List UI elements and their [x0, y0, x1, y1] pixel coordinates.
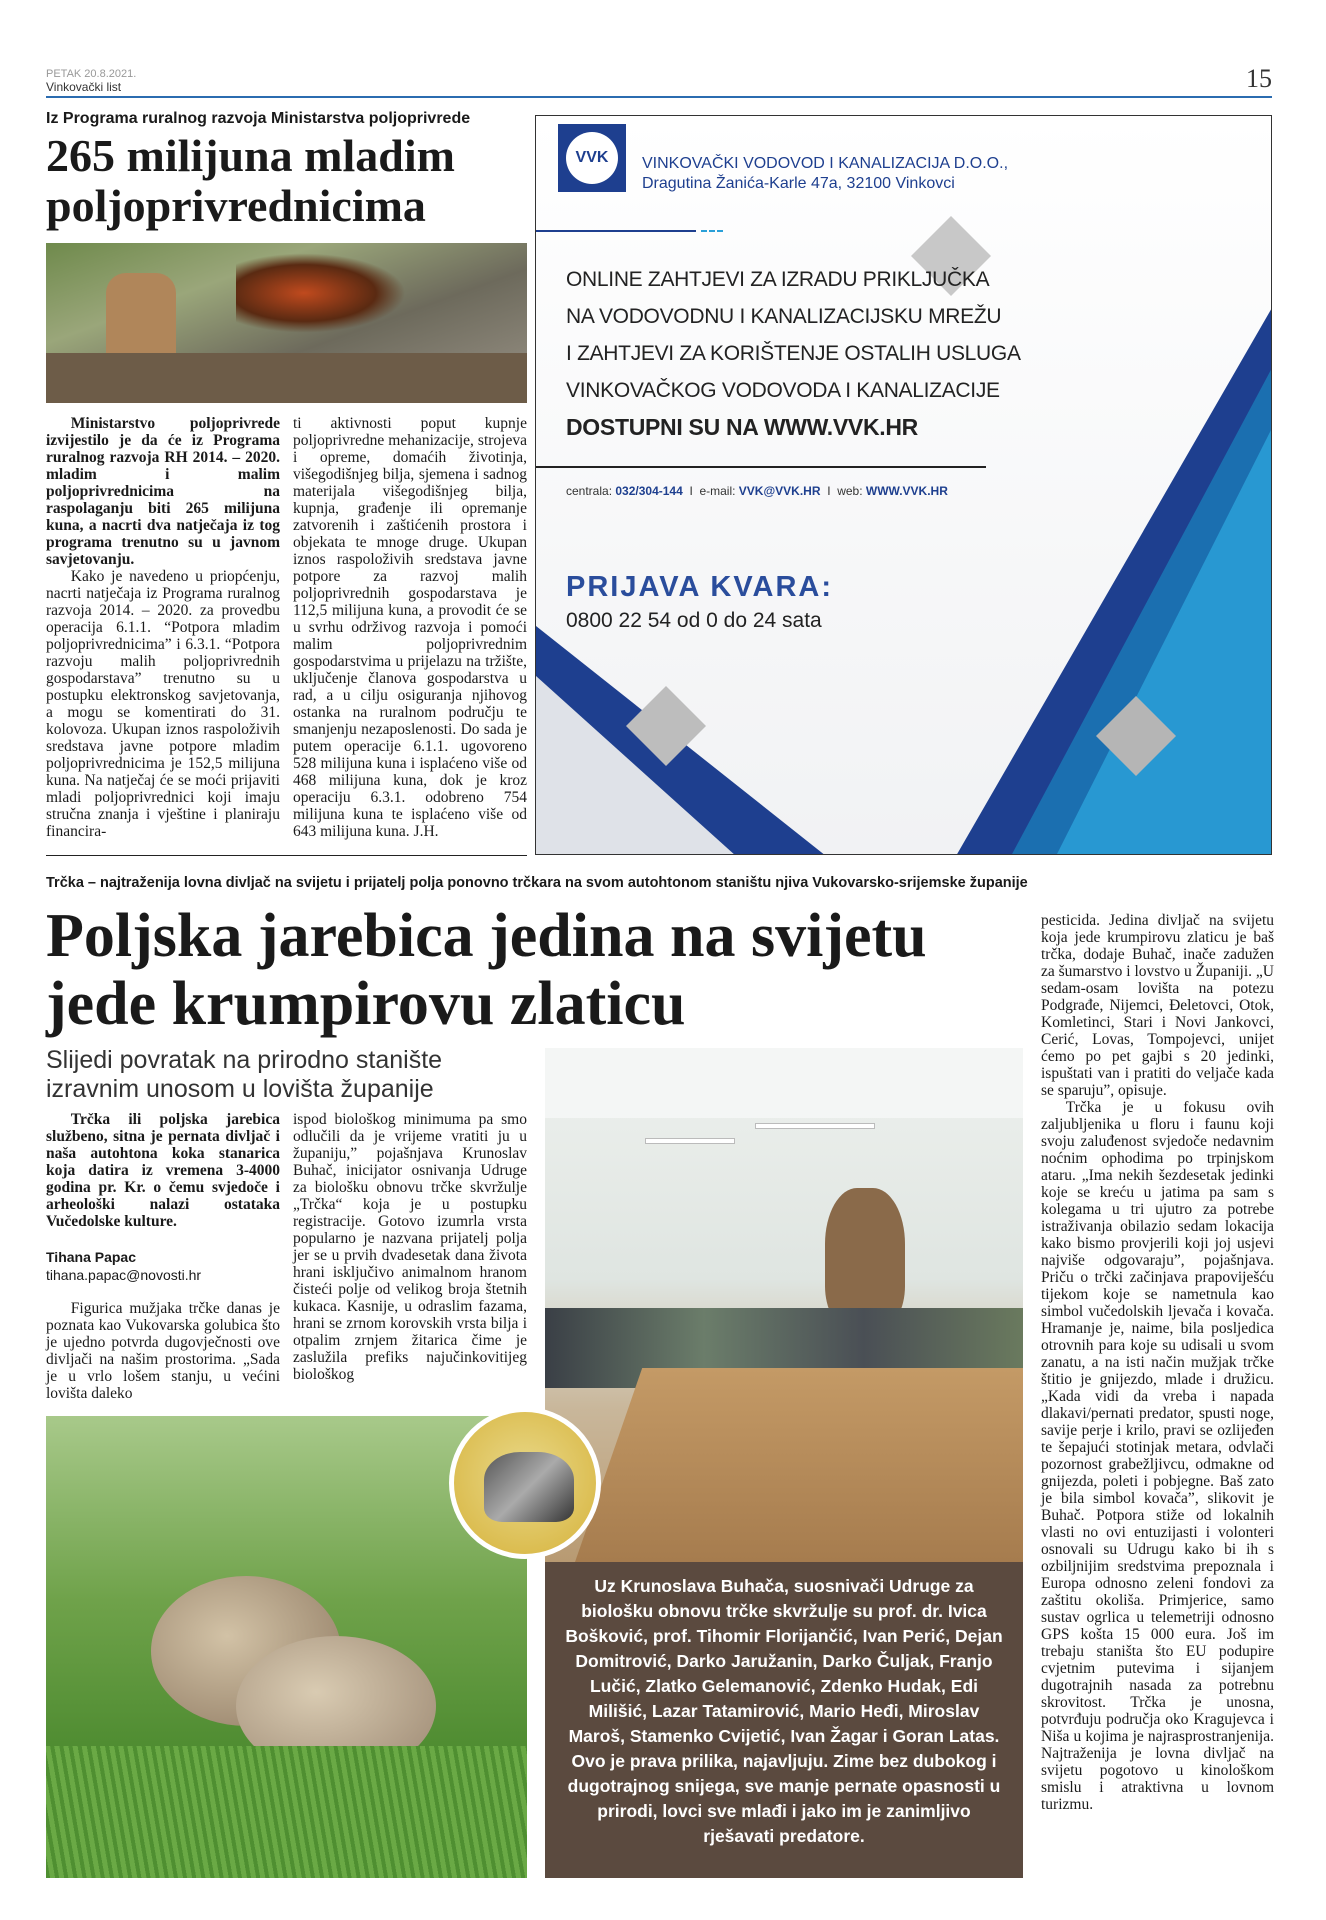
issue-date: PETAK 20.8.2021. — [46, 68, 137, 80]
ad-phone: 032/304-144 — [615, 484, 683, 498]
ad-rule-bottom — [536, 466, 986, 468]
phone-label: centrala: — [566, 484, 616, 498]
article2-lead: Trčka ili poljska jarebica službeno, sitna je pernata divljač i naša autohtona koka stanarica koja datira iz vremena 3-4000 godina pr. Kr. o čemu svjedoče i arheološki nalazi ostataka Vučedolske kulture. — [46, 1111, 280, 1230]
vvk-logo — [558, 124, 626, 192]
ad-fault-title: PRIJAVA KVARA: — [566, 571, 833, 603]
ad-line: VINKOVAČKOG VODOVODA I KANALIZACIJE — [566, 379, 1000, 402]
page-header — [46, 64, 1272, 98]
ad-rule-dashed — [701, 230, 723, 232]
article2-paragraph: ispod biološkog minimuma pa smo odlučili da je vrijeme vratiti ju u županiju,” pojašnjava Krunoslav Buhač, inicijator osnivanja Udruge za biološku obnovu trčke skvržulje „Trčka“ koja je u postupku registracije. Gotovo izumrla vrsta popularno je nazvana prijatelj polja jer se u prvih dvadesetak dana života hrani isključivo animalnom hranom čisteći polje od velikog broja štetnih kukaca. Kasnije, u odraslim fazama, hrani se zrnom korovskih vrsta bilja i otpalim zrnjem žitarica čime je zaslužila prefiks najučinkovitijeg biološkog — [293, 1111, 527, 1383]
separator: I — [827, 484, 831, 498]
ad-contact — [566, 484, 948, 498]
article1-column-1 — [46, 415, 280, 840]
web-label: web: — [837, 484, 866, 498]
page-number: 15 — [1246, 64, 1272, 93]
ad-cta[interactable]: DOSTUPNI SU NA WWW.VVK.HR — [566, 414, 918, 440]
vvk-advertisement — [535, 115, 1272, 855]
vvk-logo-mark: VVK — [566, 132, 618, 184]
caption-text: Uz Krunoslava Buhača, suosnivači Udruge za biološku obnovu trčke skvržulje su prof. dr. Ivica Bošković, prof. Tihomir Florijančić, Ivan Perić, Dejan Domitrović, Darko Jaružanin, Darko Čuljak, Franjo Lučić, Zlatko Gelemanović, Zdenko Hudak, Edi Milišić, Lazar Tatamirović, Mario Heđi, Miroslav Maroš, Stamenko Cvijetić, Ivan Žagar i Goran Latas. Ovo je prava prilika, najavljuju. Zime bez dubokog i dugotrajnog snijega, sve manje pernate opasnosti u prirodi, lovci sve mlađi i jako im je zanimljivo rješavati predatore. — [565, 1576, 1003, 1846]
meeting-photo — [545, 1048, 1023, 1562]
photo-caption — [545, 1562, 1023, 1878]
email-label: e-mail: — [699, 484, 739, 498]
article2-headline: Poljska jarebica jedina na svijetu jede krumpirovu zlaticu — [46, 902, 927, 1038]
article2-column-3 — [1041, 912, 1274, 1813]
ad-fault-phone: 0800 22 54 od 0 do 24 sata — [566, 609, 822, 632]
article1-lead: Ministarstvo poljoprivrede izvijestilo je da će iz Programa ruralnog razvoja RH 2014. – 2020. mladim i malim poljoprivrednicima na raspolaganju biti 265 milijuna kuna, a nacrti dva natječaja iz tog programa trenutno su u javnom savjetovanju. — [46, 415, 280, 568]
paper-name: Vinkovački list — [46, 80, 122, 94]
article1-paragraph: Kako je navedeno u priopćenju, nacrti natječaja iz Programa ruralnog razvoja 2014. – 2020. za provedbu operacija 6.1.1. “Potpora mladim poljoprivrednicima” i 6.3.1. “Potpora razvoju malih poljoprivrednih gospodarstava” trenutno su u postupku elektronskog savjetovanja, a mogu se komentirati do 31. kolovoza. Ukupan iznos raspoloživih sredstava javne potpore mladim poljoprivrednicima je 152,5 milijuna kuna. Na natječaj će se moći prijaviti mladi poljoprivrednici koji imaju stručna znanja i vještine i planiraju financira- — [46, 568, 280, 840]
article2-column-2 — [293, 1111, 527, 1383]
rooster-photo — [46, 243, 527, 403]
author-name: Tihana Papac — [46, 1249, 137, 1265]
ad-company: VINKOVAČKI VODOVOD I KANALIZACIJA D.O.O., — [642, 155, 1009, 172]
article2-subtitle: Slijedi povratak na prirodno stanište izravnim unosom u lovišta županije — [46, 1046, 443, 1103]
article1-paragraph: ti aktivnosti poput kupnje poljoprivredne mehanizacije, strojeva i opreme, domaćih životinja, višegodišnjeg bilja, sjemena i sadnog materijala višegodišnjeg bilja, kupnja, građenje ili opremanje zatvorenih i zaštićenih prostora i objekata te mnoge druge. Ukupan iznos raspoloživih sredstava javne potpore za razvoj malih poljoprivrednih gospodarstava je 112,5 milijuna kuna, a provodit će se u svrhu održivog razvoja i pomoći malim poljoprivrednim gospodarstvima u prijelazu na tržište, uključenje članova gospodarstva u rad, a u cilju osiguranja njihovog ostanka na ruralnom području te smanjenju nezaposlenosti. Do sada je putem operacije 6.1.1. ugovoreno 528 milijuna kuna i isplaćeno više od 468 milijuna kuna, dok je kroz operaciju 6.3.1. odobreno 754 milijuna kuna te isplaćeno više od 643 milijuna kuna. J.H. — [293, 415, 527, 840]
author-email[interactable]: tihana.papac@novosti.hr — [46, 1267, 202, 1283]
article2-paragraph: Trčka je u fokusu ovih zaljubljenika u floru i faunu koji svoju zaluđenost svjedoče nedavnim noćnim ophodima po trpinjskom ataru. „Ima nekih šezdesetak jedinki koje se kreću u jatima pa sam s kolegama u tri ujutro za potrebe istraživanja obilazio sedam lokacija kako bismo provjerili koji joj usjevi najviše odgovaraju”, pojašnjava. Priču o trčki začinjava prapoviješću tijekom koje se nametnula kao simbol vučedolskih ljevača i kovača. Hramanje je, naime, bila posljedica otrovnih para koje su udisali u svom zanatu, a na isti način mužjak trčke štitio je gnijezdo, mlade i družicu. „Kada vidi da vreba i napada dlakavi/pernati predator, spusti noge, savije perje i krilo, pravi se ozlijeđen te šepajući stotinjak metara, odvlači pozornost grabežljivcu, odmakne od gnijezda, poleti i pobjegne. Baš zato je bila simbol kovača”, slikovit je Buhač. Potpora stiže od lokalnih vlasti no ovi entuzijasti i volonteri osnovali su Udrugu kako bi ih s ozbiljnijim sredstvima prepoznala i Europa odnosno zeleni fondovi za zaštitu okoliša. Primjerice, samo sustav ogrlica u telemetriji odnosno GPS košta 15 000 eura. Još im trebaju staništa što EU podupire cvjetnim putevima i sijanjem dugotrajnih nasada za potrebnu skrovitost. Trčka je unosna, potvrđuju područja oko Kragujevca i Niša u kojima je najrasprostranjenija. Najtraženija je lovna divljač na svijetu pogotovo u kinološkom smislu i atraktivna u lovnom turizmu. — [1041, 1099, 1274, 1813]
article2-kicker: Trčka – najtraženija lovna divljač na svijetu i prijatelj polja ponovno trčkara na svom autohtonom staništu njiva Vukovarsko-srijemske županije — [46, 875, 1028, 891]
separator: I — [689, 484, 693, 498]
ad-line: I ZAHTJEVI ZA KORIŠTENJE OSTALIH USLUGA — [566, 342, 1021, 365]
ad-line: NA VODOVODNU I KANALIZACIJSKU MREŽU — [566, 305, 1002, 328]
article2-paragraph: Figurica mužjaka trčke danas je poznata kao Vukovarska golubica što je ujedno potvrda dugovječnosti ove divljači na našim prostorima. „Sada je u vrlo lošem stanju, u većini lovišta daleko — [46, 1300, 280, 1402]
article1-divider — [46, 855, 527, 856]
article1-kicker: Iz Programa ruralnog razvoja Ministarstva poljoprivrede — [46, 110, 471, 127]
vucedol-dove-inset — [449, 1407, 601, 1559]
ad-email[interactable]: VVK@VVK.HR — [738, 484, 821, 498]
article2-column-1 — [46, 1111, 280, 1402]
article2-paragraph: pesticida. Jedina divljač na svijetu koja jede krumpirovu zlaticu je baš trčka, dodaje Buhač, inače zadužen za šumarstvo i lovstvo u Županiji. „U sedam-osam lovišta na potezu Podgrađe, Nijemci, Đeletovci, Otok, Komletinci, Stari i Novi Jankovci, Cerić, Lovas, Tompojevci, unijet ćemo po pet gajbi s 20 jedinki, ispuštati van i pratiti do veljače kada se sparuju”, opisuje. — [1041, 912, 1274, 1099]
article1-headline: 265 milijuna mladim poljoprivrednicima — [46, 130, 455, 231]
ad-line: ONLINE ZAHTJEVI ZA IZRADU PRIKLJUČKA — [566, 268, 990, 291]
article1-column-2 — [293, 415, 527, 840]
ad-rule — [536, 230, 696, 232]
ad-address: Dragutina Žanića-Karle 47a, 32100 Vinkovci — [642, 175, 955, 192]
ad-web[interactable]: WWW.VVK.HR — [865, 484, 948, 498]
